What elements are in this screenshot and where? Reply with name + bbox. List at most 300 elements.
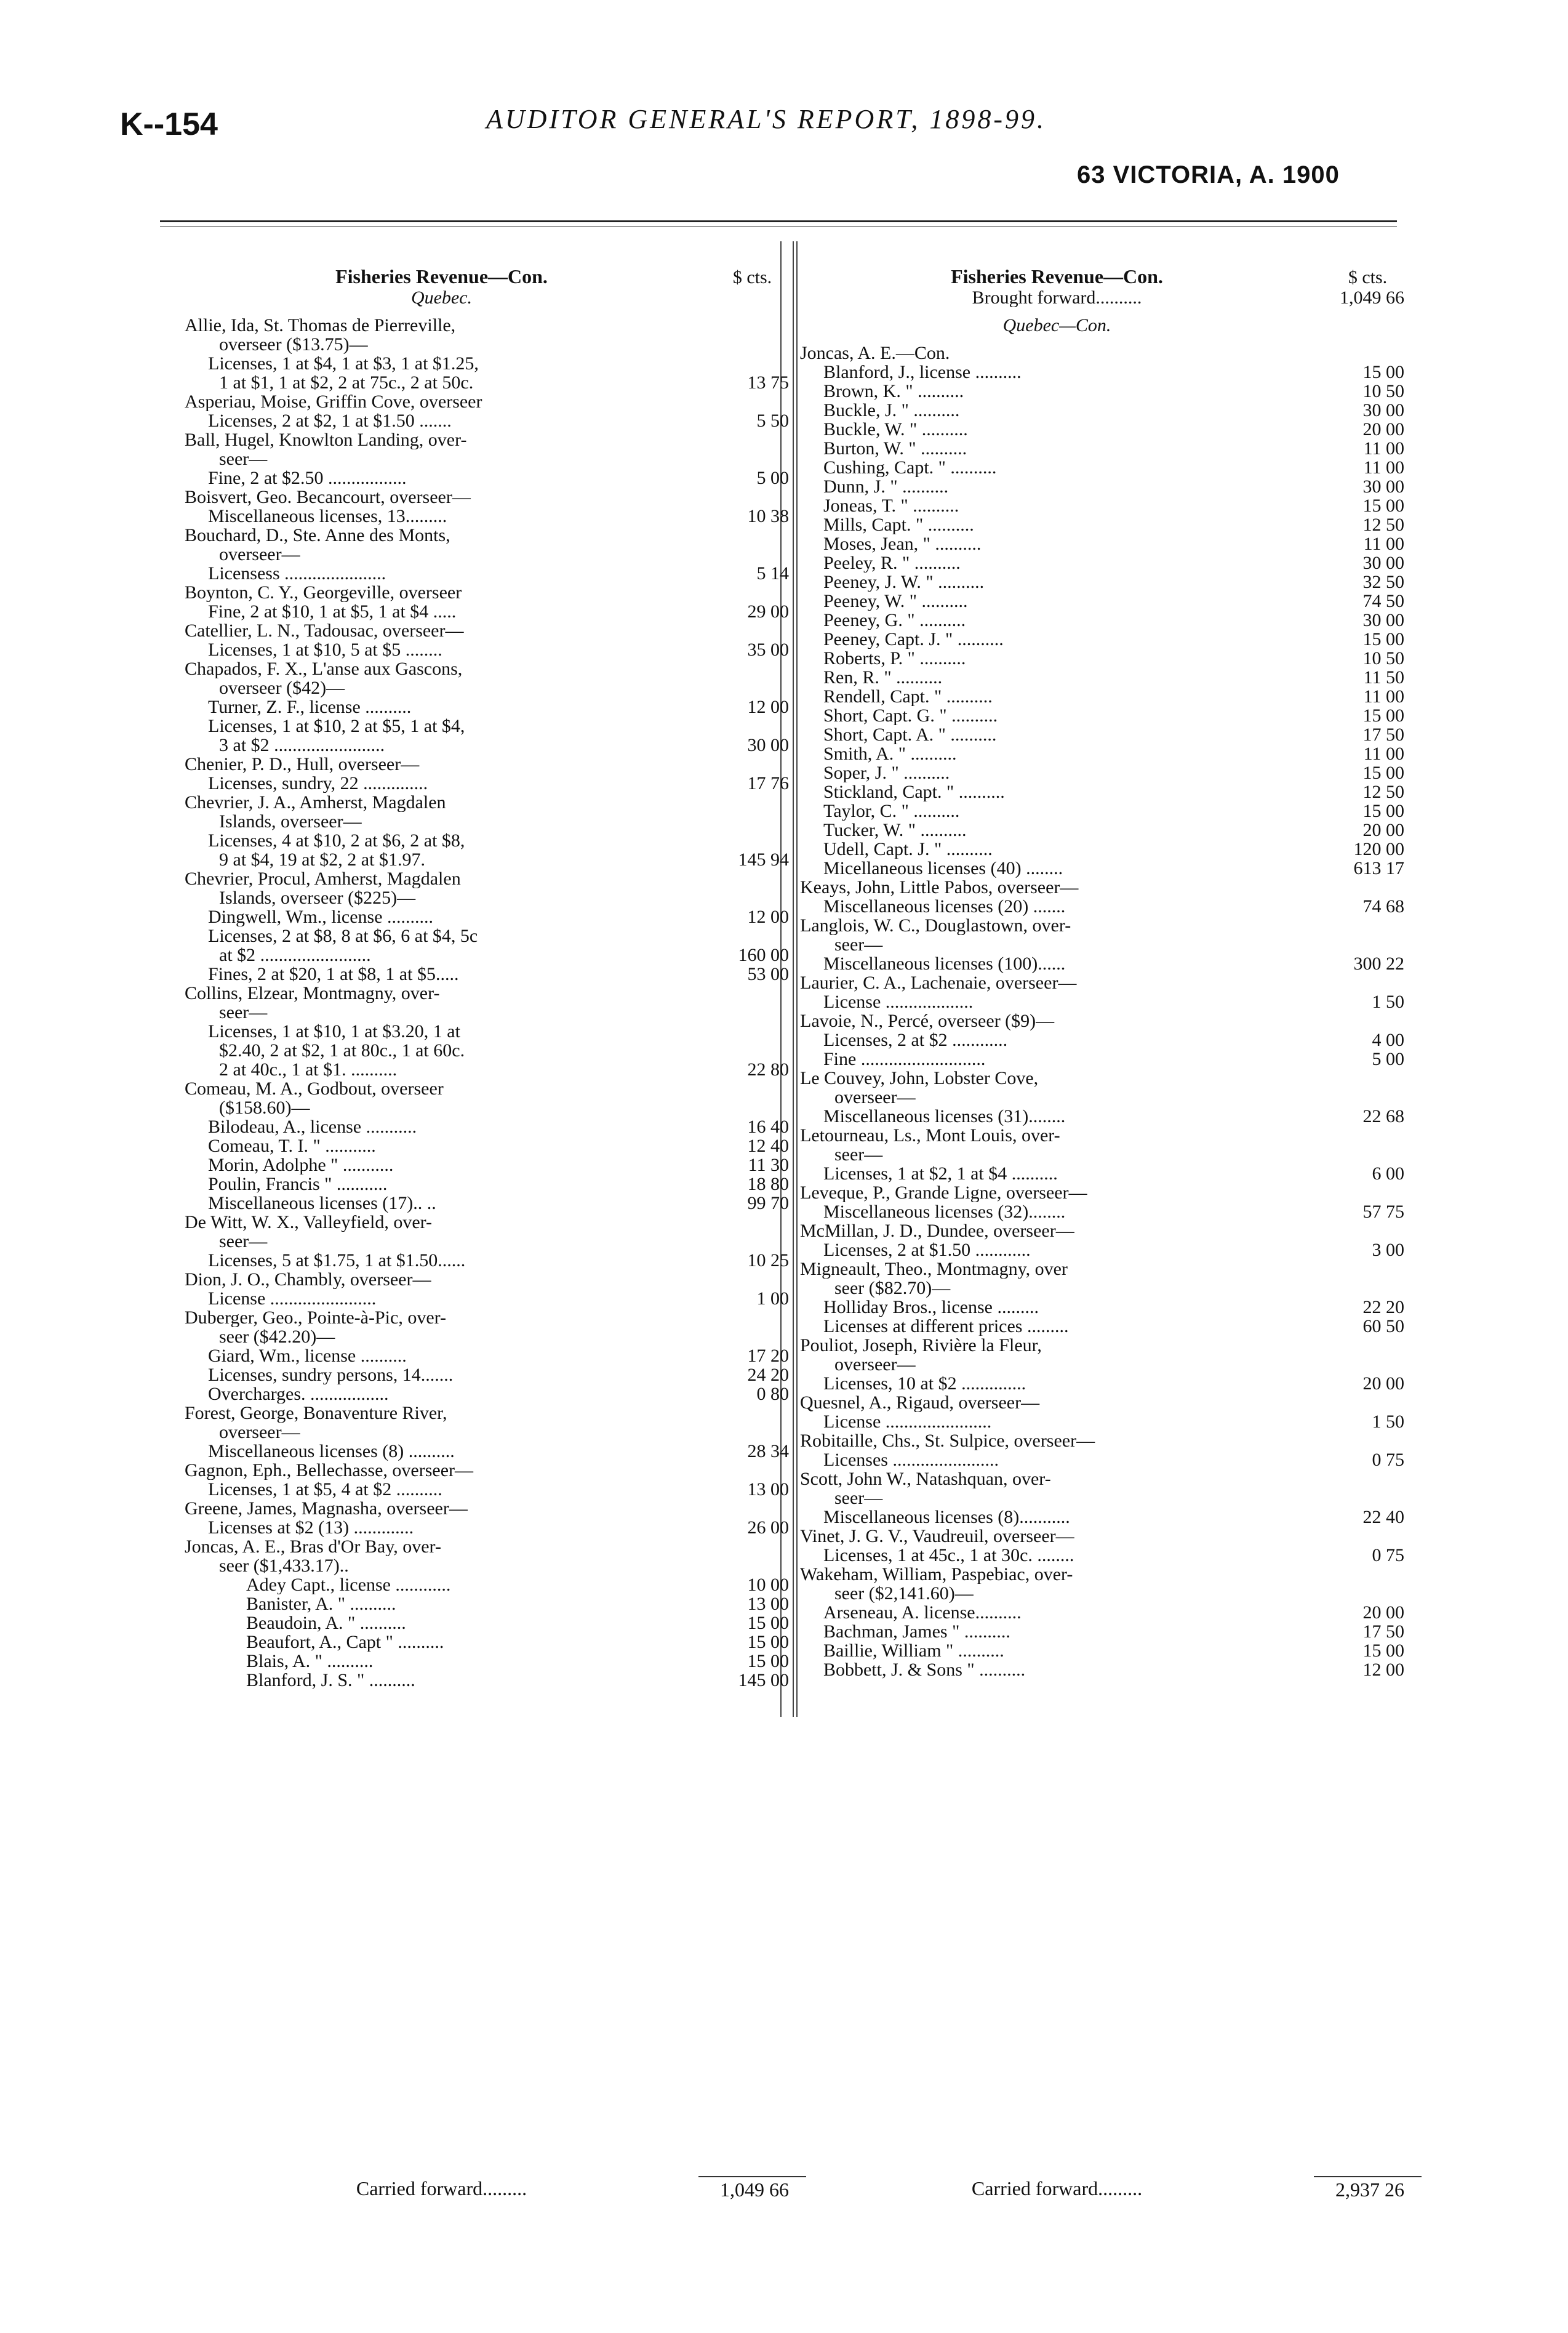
entry-text: Fine, 2 at $10, 1 at $5, 1 at $4 ..... — [208, 602, 457, 621]
entry-amount: 22 40 — [1362, 1507, 1404, 1527]
right-ledger-row — [800, 897, 1422, 916]
left-ledger-row — [185, 1098, 806, 1117]
entry-text: Licenses at $2 (13) ............. — [208, 1518, 414, 1537]
entry-text: Miscellaneous licenses (20) ....... — [823, 897, 1066, 916]
left-ledger-row — [185, 1270, 806, 1289]
entry-text: Licenses ....................... — [823, 1450, 999, 1469]
left-ledger-row — [185, 1346, 806, 1365]
left-ledger-row — [185, 1060, 806, 1079]
entry-text: Quebec—Con. — [1002, 316, 1111, 335]
entry-text: Baillie, William " .......... — [823, 1641, 1004, 1660]
left-ledger-row — [185, 1384, 806, 1403]
left-ledger-row — [185, 640, 806, 659]
entry-text: Licenses, 1 at $2, 1 at $4 .......... — [823, 1164, 1058, 1183]
right-ledger-row — [800, 1279, 1422, 1298]
entry-text: Migneault, Theo., Montmagny, over — [800, 1259, 1068, 1279]
right-ledger-row — [800, 1126, 1422, 1145]
entry-amount: 15 00 — [1362, 629, 1404, 649]
entry-text: Soper, J. " .......... — [823, 763, 950, 782]
left-ledger-row — [185, 1022, 806, 1041]
entry-text: Taylor, C. " .......... — [823, 801, 960, 821]
entry-text: Licenses, 2 at $2 ............ — [823, 1030, 1008, 1050]
left-heading: Fisheries Revenue—Con. — [335, 265, 548, 287]
entry-amount: 10 00 — [747, 1575, 789, 1595]
entry-text: Chapados, F. X., L'anse aux Gascons, — [185, 659, 463, 678]
entry-text: Ren, R. " .......... — [823, 668, 943, 687]
entry-text: Licenses, sundry persons, 14....... — [208, 1365, 454, 1384]
entry-text: Islands, overseer ($225)— — [219, 888, 416, 907]
right-ledger-row — [800, 477, 1422, 496]
entry-text: Peeley, R. " .......... — [823, 553, 961, 572]
right-ledger-row — [800, 821, 1422, 840]
right-carried-forward — [800, 2176, 1422, 2202]
right-ledger-row — [800, 687, 1422, 706]
entry-text: Buckle, W. " .......... — [823, 420, 968, 439]
entry-text: Tucker, W. " .......... — [823, 821, 967, 840]
left-ledger-row — [185, 1652, 806, 1671]
entry-text: Licenses, 2 at $2, 1 at $1.50 ....... — [208, 411, 452, 430]
right-ledger-row — [800, 1050, 1422, 1069]
entry-text: Licenses, 5 at $1.75, 1 at $1.50...... — [208, 1251, 466, 1270]
entry-amount: 10 50 — [1362, 648, 1404, 669]
right-ledger-row — [800, 572, 1422, 592]
entry-amount: 20 00 — [1362, 820, 1404, 840]
entry-text: Forest, George, Bonaventure River, — [185, 1403, 447, 1423]
entry-text: Licenses, 1 at $10, 1 at $3.20, 1 at — [208, 1022, 460, 1041]
entry-text: Moses, Jean, " .......... — [823, 534, 982, 553]
left-ledger-row — [185, 1442, 806, 1461]
entry-text: Bilodeau, A., license ........... — [208, 1117, 417, 1136]
spacer — [185, 307, 806, 316]
right-ledger-row — [800, 316, 1422, 335]
entry-amount: 5 50 — [756, 411, 789, 431]
entry-amount: 12 00 — [747, 907, 789, 927]
entry-text: Rendell, Capt. " .......... — [823, 687, 993, 706]
entry-text: Laurier, C. A., Lachenaie, overseer— — [800, 973, 1077, 992]
right-ledger-row — [800, 1450, 1422, 1469]
entry-text: overseer ($42)— — [219, 678, 345, 697]
entry-text: Miscellaneous licenses (8)........... — [823, 1508, 1070, 1527]
right-currency-label: $ cts. — [1348, 267, 1388, 287]
entry-text: Comeau, M. A., Godbout, overseer — [185, 1079, 444, 1098]
entry-text: ($158.60)— — [219, 1098, 310, 1117]
left-ledger-row — [185, 1480, 806, 1499]
left-ledger-row — [185, 659, 806, 678]
right-ledger-row — [800, 630, 1422, 649]
entry-amount: 17 50 — [1362, 1621, 1404, 1642]
right-ledger-row — [800, 1355, 1422, 1374]
entry-text: Licenses, 1 at $10, 5 at $5 ........ — [208, 640, 442, 659]
entry-amount: 12 00 — [747, 697, 789, 717]
left-currency-label: $ cts. — [732, 267, 772, 287]
entry-amount: 30 00 — [747, 735, 789, 755]
entry-amount: 1 50 — [1372, 1411, 1404, 1432]
entry-amount: 1 50 — [1372, 992, 1404, 1012]
entry-text: Vinet, J. G. V., Vaudreuil, overseer— — [800, 1527, 1074, 1546]
entry-text: Short, Capt. G. " .......... — [823, 706, 998, 725]
left-carried-forward-label: Carried forward......... — [356, 2177, 527, 2199]
left-ledger-row — [185, 1041, 806, 1060]
left-ledger-row — [185, 1136, 806, 1155]
entry-text: Morin, Adolphe " ........... — [208, 1155, 394, 1175]
left-ledger-row — [185, 354, 806, 373]
entry-text: Brought forward.......... — [972, 288, 1142, 307]
entry-text: Licenses, 2 at $1.50 ............ — [823, 1240, 1031, 1259]
entry-text: Peeney, J. W. " .......... — [823, 572, 985, 592]
left-ledger-row — [185, 678, 806, 697]
right-ledger-row — [800, 935, 1422, 954]
right-ledger-row — [800, 458, 1422, 477]
entry-amount: 13 75 — [747, 372, 789, 393]
right-ledger-row — [800, 1088, 1422, 1107]
right-ledger-row — [800, 801, 1422, 821]
entry-amount: 1 00 — [756, 1288, 789, 1309]
entry-text: Miscellaneous licenses (100)...... — [823, 954, 1066, 973]
entry-text: Gagnon, Eph., Bellechasse, overseer— — [185, 1461, 474, 1480]
entry-text: Udell, Capt. J. " .......... — [823, 840, 993, 859]
left-ledger-row — [185, 373, 806, 392]
left-ledger-row — [185, 507, 806, 526]
right-ledger-row — [800, 725, 1422, 744]
right-ledger-row — [800, 1183, 1422, 1202]
entry-text: Dion, J. O., Chambly, overseer— — [185, 1270, 431, 1289]
entry-text: Miscellaneous licenses (8) .......... — [208, 1442, 455, 1461]
entry-text: Greene, James, Magnasha, overseer— — [185, 1499, 468, 1518]
entry-text: McMillan, J. D., Dundee, overseer— — [800, 1221, 1074, 1240]
entry-amount: 13 00 — [747, 1594, 789, 1614]
entry-amount: 160 00 — [738, 945, 789, 965]
right-ledger-row — [800, 763, 1422, 782]
entry-text: Joneas, T. " .......... — [823, 496, 959, 515]
entry-text: Bobbett, J. & Sons " .......... — [823, 1660, 1026, 1679]
left-ledger-row — [185, 984, 806, 1003]
left-ledger-row — [185, 1461, 806, 1480]
entry-text: overseer— — [219, 545, 300, 564]
entry-amount: 15 00 — [747, 1613, 789, 1633]
entry-text: Scott, John W., Natashquan, over- — [800, 1469, 1051, 1488]
left-ledger-row — [185, 1175, 806, 1194]
left-ledger-row — [185, 1365, 806, 1384]
right-ledger-row — [800, 1412, 1422, 1431]
left-ledger-row — [185, 545, 806, 564]
entry-amount: 0 75 — [1372, 1545, 1404, 1565]
entry-amount: 11 00 — [1363, 686, 1404, 707]
entry-text: Joncas, A. E., Bras d'Or Bay, over- — [185, 1537, 441, 1556]
entry-text: Islands, overseer— — [219, 812, 362, 831]
page-number: K--154 — [120, 106, 218, 142]
entry-amount: 26 00 — [747, 1517, 789, 1538]
entry-text: 2 at 40c., 1 at $1. .......... — [219, 1060, 398, 1079]
right-ledger-row — [800, 973, 1422, 992]
entry-amount: 20 00 — [1362, 419, 1404, 440]
entry-amount: 11 00 — [1363, 534, 1404, 554]
right-ledger-row — [800, 1393, 1422, 1412]
right-ledger-row — [800, 1240, 1422, 1259]
right-ledger-row — [800, 420, 1422, 439]
entry-text: Fine ........................... — [823, 1050, 986, 1069]
entry-amount: 30 00 — [1362, 400, 1404, 420]
entry-text: Buckle, J. " .......... — [823, 401, 960, 420]
left-ledger-row — [185, 1079, 806, 1098]
left-ledger-row — [185, 1671, 806, 1690]
entry-text: Micellaneous licenses (40) ........ — [823, 859, 1063, 878]
entry-text: Quesnel, A., Rigaud, overseer— — [800, 1393, 1040, 1412]
entry-text: Licensess ...................... — [208, 564, 386, 583]
right-ledger-row — [800, 992, 1422, 1011]
entry-amount: 15 00 — [1362, 496, 1404, 516]
left-ledger-row — [185, 1289, 806, 1308]
entry-text: Beaudoin, A. " .......... — [246, 1613, 406, 1632]
entry-text: Keays, John, Little Pabos, overseer— — [800, 878, 1079, 897]
entry-amount: 74 68 — [1362, 896, 1404, 917]
right-ledger-row — [800, 859, 1422, 878]
entry-amount: 4 00 — [1372, 1030, 1404, 1050]
entry-amount: 11 00 — [1363, 457, 1404, 478]
right-ledger-row — [800, 878, 1422, 897]
left-ledger-row — [185, 449, 806, 468]
entry-text: Licenses, sundry, 22 .............. — [208, 774, 428, 793]
entry-text: Blanford, J., license .......... — [823, 363, 1022, 382]
entry-text: Boynton, C. Y., Georgeville, overseer — [185, 583, 462, 602]
right-ledger-row — [800, 706, 1422, 725]
entry-text: at $2 ........................ — [219, 946, 371, 965]
left-ledger-row — [185, 1518, 806, 1537]
entry-text: seer ($42.20)— — [219, 1327, 335, 1346]
entry-text: 1 at $1, 1 at $2, 2 at 75c., 2 at 50c. — [219, 373, 474, 392]
right-ledger-row — [800, 363, 1422, 382]
right-ledger-row — [800, 1488, 1422, 1508]
right-ledger-row — [800, 1317, 1422, 1336]
right-ledger-row — [800, 1546, 1422, 1565]
left-ledger-row — [185, 602, 806, 621]
right-ledger-row — [800, 744, 1422, 763]
left-ledger-row — [185, 946, 806, 965]
entry-text: Giard, Wm., license .......... — [208, 1346, 407, 1365]
right-ledger-row — [800, 1011, 1422, 1030]
left-ledger-row — [185, 1537, 806, 1556]
entry-text: Boisvert, Geo. Becancourt, overseer— — [185, 488, 471, 507]
entry-amount: 10 38 — [747, 506, 789, 526]
right-ledger-row — [800, 668, 1422, 687]
spacer — [800, 335, 1422, 343]
right-ledger-row — [800, 1622, 1422, 1641]
entry-text: Beaufort, A., Capt " .......... — [246, 1632, 444, 1652]
left-ledger-row — [185, 736, 806, 755]
session-label: 63 VICTORIA, A. 1900 — [1077, 161, 1340, 188]
entry-text: Chenier, P. D., Hull, overseer— — [185, 755, 420, 774]
entry-text: Miscellaneous licenses (32)........ — [823, 1202, 1066, 1221]
left-ledger-row — [185, 907, 806, 926]
right-ledger-row — [800, 1603, 1422, 1622]
entry-amount: 60 50 — [1362, 1316, 1404, 1336]
entry-text: Arseneau, A. license.......... — [823, 1603, 1022, 1622]
left-ledger-row — [185, 965, 806, 984]
entry-text: Burton, W. " .......... — [823, 439, 967, 458]
entry-text: overseer ($13.75)— — [219, 335, 368, 354]
left-ledger-row — [185, 888, 806, 907]
entry-text: 9 at $4, 19 at $2, 2 at $1.97. — [219, 850, 425, 869]
entry-text: seer ($2,141.60)— — [834, 1584, 974, 1603]
entry-amount: 145 00 — [738, 1670, 789, 1690]
left-ledger-row — [185, 621, 806, 640]
right-column — [800, 251, 1422, 1679]
left-entries — [185, 288, 806, 1690]
entry-amount: 12 50 — [1362, 782, 1404, 802]
entry-amount: 28 34 — [747, 1441, 789, 1461]
entry-text: Licenses, 4 at $10, 2 at $6, 2 at $8, — [208, 831, 465, 850]
entry-amount: 11 00 — [1363, 438, 1404, 459]
entry-amount: 10 50 — [1362, 381, 1404, 401]
entry-amount: 57 75 — [1362, 1202, 1404, 1222]
entry-amount: 3 00 — [1372, 1240, 1404, 1260]
right-ledger-row — [800, 1107, 1422, 1126]
entry-text: $2.40, 2 at $2, 1 at 80c., 1 at 60c. — [219, 1041, 465, 1060]
left-ledger-row — [185, 430, 806, 449]
entry-amount: 30 00 — [1362, 476, 1404, 497]
right-ledger-row — [800, 1145, 1422, 1164]
entry-text: Licenses, 1 at 45c., 1 at 30c. ........ — [823, 1546, 1074, 1565]
entry-amount: 99 70 — [747, 1193, 789, 1213]
left-ledger-row — [185, 1232, 806, 1251]
entry-amount: 12 50 — [1362, 515, 1404, 535]
entry-text: Mills, Capt. " .......... — [823, 515, 974, 534]
entry-text: seer— — [834, 1488, 883, 1508]
entry-text: overseer— — [219, 1423, 300, 1442]
left-ledger-row — [185, 1117, 806, 1136]
right-column-header — [800, 251, 1422, 288]
entry-amount: 20 00 — [1362, 1373, 1404, 1394]
entry-text: seer— — [834, 935, 883, 954]
entry-text: Licenses, 1 at $4, 1 at $3, 1 at $1.25, — [208, 354, 479, 373]
entry-text: Cushing, Capt. " .......... — [823, 458, 997, 477]
entry-amount: 6 00 — [1372, 1163, 1404, 1184]
entry-text: Le Couvey, John, Lobster Cove, — [800, 1069, 1039, 1088]
entry-text: Peeney, W. " .......... — [823, 592, 968, 611]
left-ledger-row — [185, 1251, 806, 1270]
entry-amount: 29 00 — [747, 601, 789, 622]
entry-text: Collins, Elzear, Montmagny, over- — [185, 984, 440, 1003]
entry-text: Licenses, 1 at $10, 2 at $5, 1 at $4, — [208, 717, 465, 736]
right-ledger-row — [800, 1660, 1422, 1679]
left-ledger-row — [185, 812, 806, 831]
right-ledger-row — [800, 382, 1422, 401]
entry-text: Licenses, 2 at $8, 8 at $6, 6 at $4, 5c — [208, 926, 478, 946]
entry-text: seer— — [219, 1232, 268, 1251]
entry-text: Leveque, P., Grande Ligne, overseer— — [800, 1183, 1087, 1202]
right-carried-forward-amount: 2,937 26 — [1314, 2176, 1422, 2202]
entry-text: Dingwell, Wm., license .......... — [208, 907, 434, 926]
entry-amount: 15 00 — [1362, 1640, 1404, 1661]
left-ledger-row — [185, 1499, 806, 1518]
right-ledger-row — [800, 840, 1422, 859]
entry-text: Peeney, G. " .......... — [823, 611, 966, 630]
right-ledger-row — [800, 1641, 1422, 1660]
right-ledger-row — [800, 1221, 1422, 1240]
right-ledger-row — [800, 1202, 1422, 1221]
entry-text: Wakeham, William, Paspebiac, over- — [800, 1565, 1073, 1584]
left-ledger-row — [185, 1327, 806, 1346]
entry-text: seer ($82.70)— — [834, 1279, 951, 1298]
entry-amount: 11 30 — [748, 1155, 789, 1175]
entry-text: Brown, K. " .......... — [823, 382, 964, 401]
entry-text: Banister, A. " .......... — [246, 1594, 396, 1613]
entry-text: Roberts, P. " .......... — [823, 649, 966, 668]
right-ledger-row — [800, 916, 1422, 935]
left-ledger-row — [185, 468, 806, 488]
left-ledger-row — [185, 1423, 806, 1442]
left-column — [185, 251, 806, 1690]
entry-amount: 24 20 — [747, 1365, 789, 1385]
entry-text: License ....................... — [823, 1412, 992, 1431]
right-heading: Fisheries Revenue—Con. — [951, 265, 1163, 287]
entry-amount: 10 25 — [747, 1250, 789, 1271]
entry-text: License ....................... — [208, 1289, 377, 1308]
entry-amount: 22 68 — [1362, 1106, 1404, 1126]
entry-text: Allie, Ida, St. Thomas de Pierreville, — [185, 316, 456, 335]
left-column-header — [185, 251, 806, 288]
left-ledger-row — [185, 1613, 806, 1632]
right-ledger-row — [800, 1259, 1422, 1279]
left-ledger-row — [185, 793, 806, 812]
left-ledger-row — [185, 1403, 806, 1423]
right-ledger-row — [800, 1298, 1422, 1317]
spacer — [800, 307, 1422, 316]
left-ledger-row — [185, 850, 806, 869]
right-ledger-row — [800, 1069, 1422, 1088]
right-ledger-row — [800, 592, 1422, 611]
entry-amount: 30 00 — [1362, 553, 1404, 573]
entry-text: overseer— — [834, 1355, 916, 1374]
left-ledger-row — [185, 697, 806, 717]
entry-text: Short, Capt. A. " .......... — [823, 725, 997, 744]
entry-text: Miscellaneous licenses (17).. .. — [208, 1194, 436, 1213]
entry-text: seer ($1,433.17).. — [219, 1556, 349, 1575]
right-ledger-row — [800, 288, 1422, 307]
left-carried-forward — [185, 2176, 806, 2202]
entry-text: Dunn, J. " .......... — [823, 477, 949, 496]
left-ledger-row — [185, 755, 806, 774]
entry-text: Ball, Hugel, Knowlton Landing, over- — [185, 430, 467, 449]
left-ledger-row — [185, 1575, 806, 1594]
left-ledger-row — [185, 316, 806, 335]
right-ledger-row — [800, 534, 1422, 553]
right-ledger-row — [800, 1336, 1422, 1355]
left-ledger-row — [185, 1556, 806, 1575]
right-carried-forward-label: Carried forward......... — [971, 2177, 1143, 2199]
entry-text: Catellier, L. N., Tadousac, overseer— — [185, 621, 464, 640]
entry-text: Miscellaneous licenses, 13......... — [208, 507, 447, 526]
entry-text: Blanford, J. S. " .......... — [246, 1671, 415, 1690]
entry-amount: 17 50 — [1362, 725, 1404, 745]
entry-text: Fines, 2 at $20, 1 at $8, 1 at $5..... — [208, 965, 459, 984]
entry-text: seer— — [219, 449, 268, 468]
left-ledger-row — [185, 717, 806, 736]
entry-text: Turner, Z. F., license .......... — [208, 697, 412, 717]
right-ledger-row — [800, 1508, 1422, 1527]
left-ledger-row — [185, 411, 806, 430]
entry-text: Comeau, T. I. " ........... — [208, 1136, 376, 1155]
left-ledger-row — [185, 1155, 806, 1175]
entry-amount: 53 00 — [747, 964, 789, 984]
entry-text: Duberger, Geo., Pointe-à-Pic, over- — [185, 1308, 447, 1327]
left-ledger-row — [185, 526, 806, 545]
entry-text: Licenses at different prices ......... — [823, 1317, 1069, 1336]
entry-text: Peeney, Capt. J. " .......... — [823, 630, 1004, 649]
left-ledger-row — [185, 926, 806, 946]
entry-text: Smith, A. " .......... — [823, 744, 957, 763]
right-ledger-row — [800, 1374, 1422, 1393]
left-ledger-row — [185, 1632, 806, 1652]
